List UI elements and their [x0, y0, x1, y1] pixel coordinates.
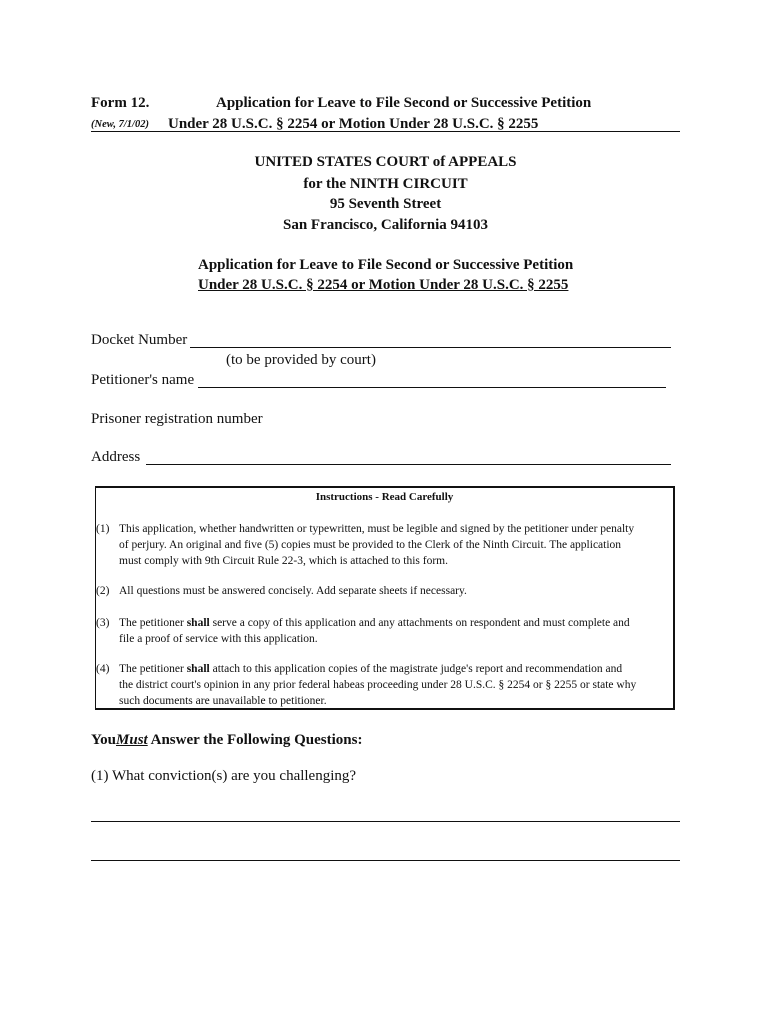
docket-label: Docket Number: [91, 332, 188, 348]
docket-number-field[interactable]: [190, 347, 671, 348]
form-number: Form 12.: [91, 95, 150, 111]
application-title: Application for Leave to File Second or Successive Petition: [198, 257, 574, 273]
instruction-line: The petitioner shall serve a copy of this application and any attachments on respondent and must complete and: [119, 617, 630, 629]
form-date: (New, 7/1/02): [91, 119, 149, 130]
shall-emphasis: shall: [186, 663, 210, 675]
instruction-number: (3): [96, 617, 110, 629]
must-emphasis: Must: [116, 732, 148, 748]
instructions-box: [95, 486, 675, 710]
shall-emphasis: shall: [186, 617, 210, 629]
answer-line-2[interactable]: [91, 860, 680, 861]
court-name: UNITED STATES COURT of APPEALS: [254, 154, 517, 170]
instruction-line: the district court's opinion in any prior federal habeas proceeding under 28 U.S.C. § 2254 or § 2255 or state why: [119, 679, 637, 691]
instruction-line: must comply with 9th Circuit Rule 22-3, which is attached to this form.: [119, 555, 448, 567]
petitioner-label: Petitioner's name: [91, 372, 195, 388]
instruction-line: This application, whether handwritten or typewritten, must be legible and signed by the petitioner under penalty: [119, 523, 635, 535]
address-field[interactable]: [146, 464, 671, 465]
petitioner-name-field[interactable]: [198, 387, 666, 388]
instruction-number: (2): [96, 585, 110, 597]
form-subtitle: Under 28 U.S.C. § 2254 or Motion Under 28 U.S.C. § 2255: [168, 116, 539, 132]
instruction-line: The petitioner shall attach to this application copies of the magistrate judge's report and recommendation and: [119, 663, 623, 675]
answer-line-1[interactable]: [91, 821, 680, 822]
court-circuit: for the NINTH CIRCUIT: [303, 176, 468, 192]
instruction-number: (1): [96, 523, 110, 535]
prisoner-label: Prisoner registration number: [91, 411, 263, 427]
court-street: 95 Seventh Street: [329, 196, 442, 212]
application-subtitle: Under 28 U.S.C. § 2254 or Motion Under 28 U.S.C. § 2255: [198, 277, 569, 293]
court-city: San Francisco, California 94103: [283, 217, 488, 233]
form-title: Application for Leave to File Second or Successive Petition: [216, 95, 592, 111]
instruction-number: (4): [96, 663, 110, 675]
address-label: Address: [91, 449, 141, 465]
question-1: (1) What conviction(s) are you challenging?: [91, 768, 357, 784]
instruction-line: All questions must be answered concisely. Add separate sheets if necessary.: [119, 585, 467, 597]
header-rule: [91, 131, 680, 132]
questions-heading: YouMust Answer the Following Questions:: [91, 732, 363, 748]
instructions-heading: Instructions - Read Carefully: [315, 491, 454, 503]
instruction-line: such documents are unavailable to petitioner.: [119, 695, 327, 707]
instruction-line: file a proof of service with this application.: [119, 633, 318, 645]
instruction-line: of perjury. An original and five (5) copies must be provided to the Clerk of the Ninth Circuit. The application: [119, 539, 622, 551]
docket-note: (to be provided by court): [226, 352, 376, 368]
